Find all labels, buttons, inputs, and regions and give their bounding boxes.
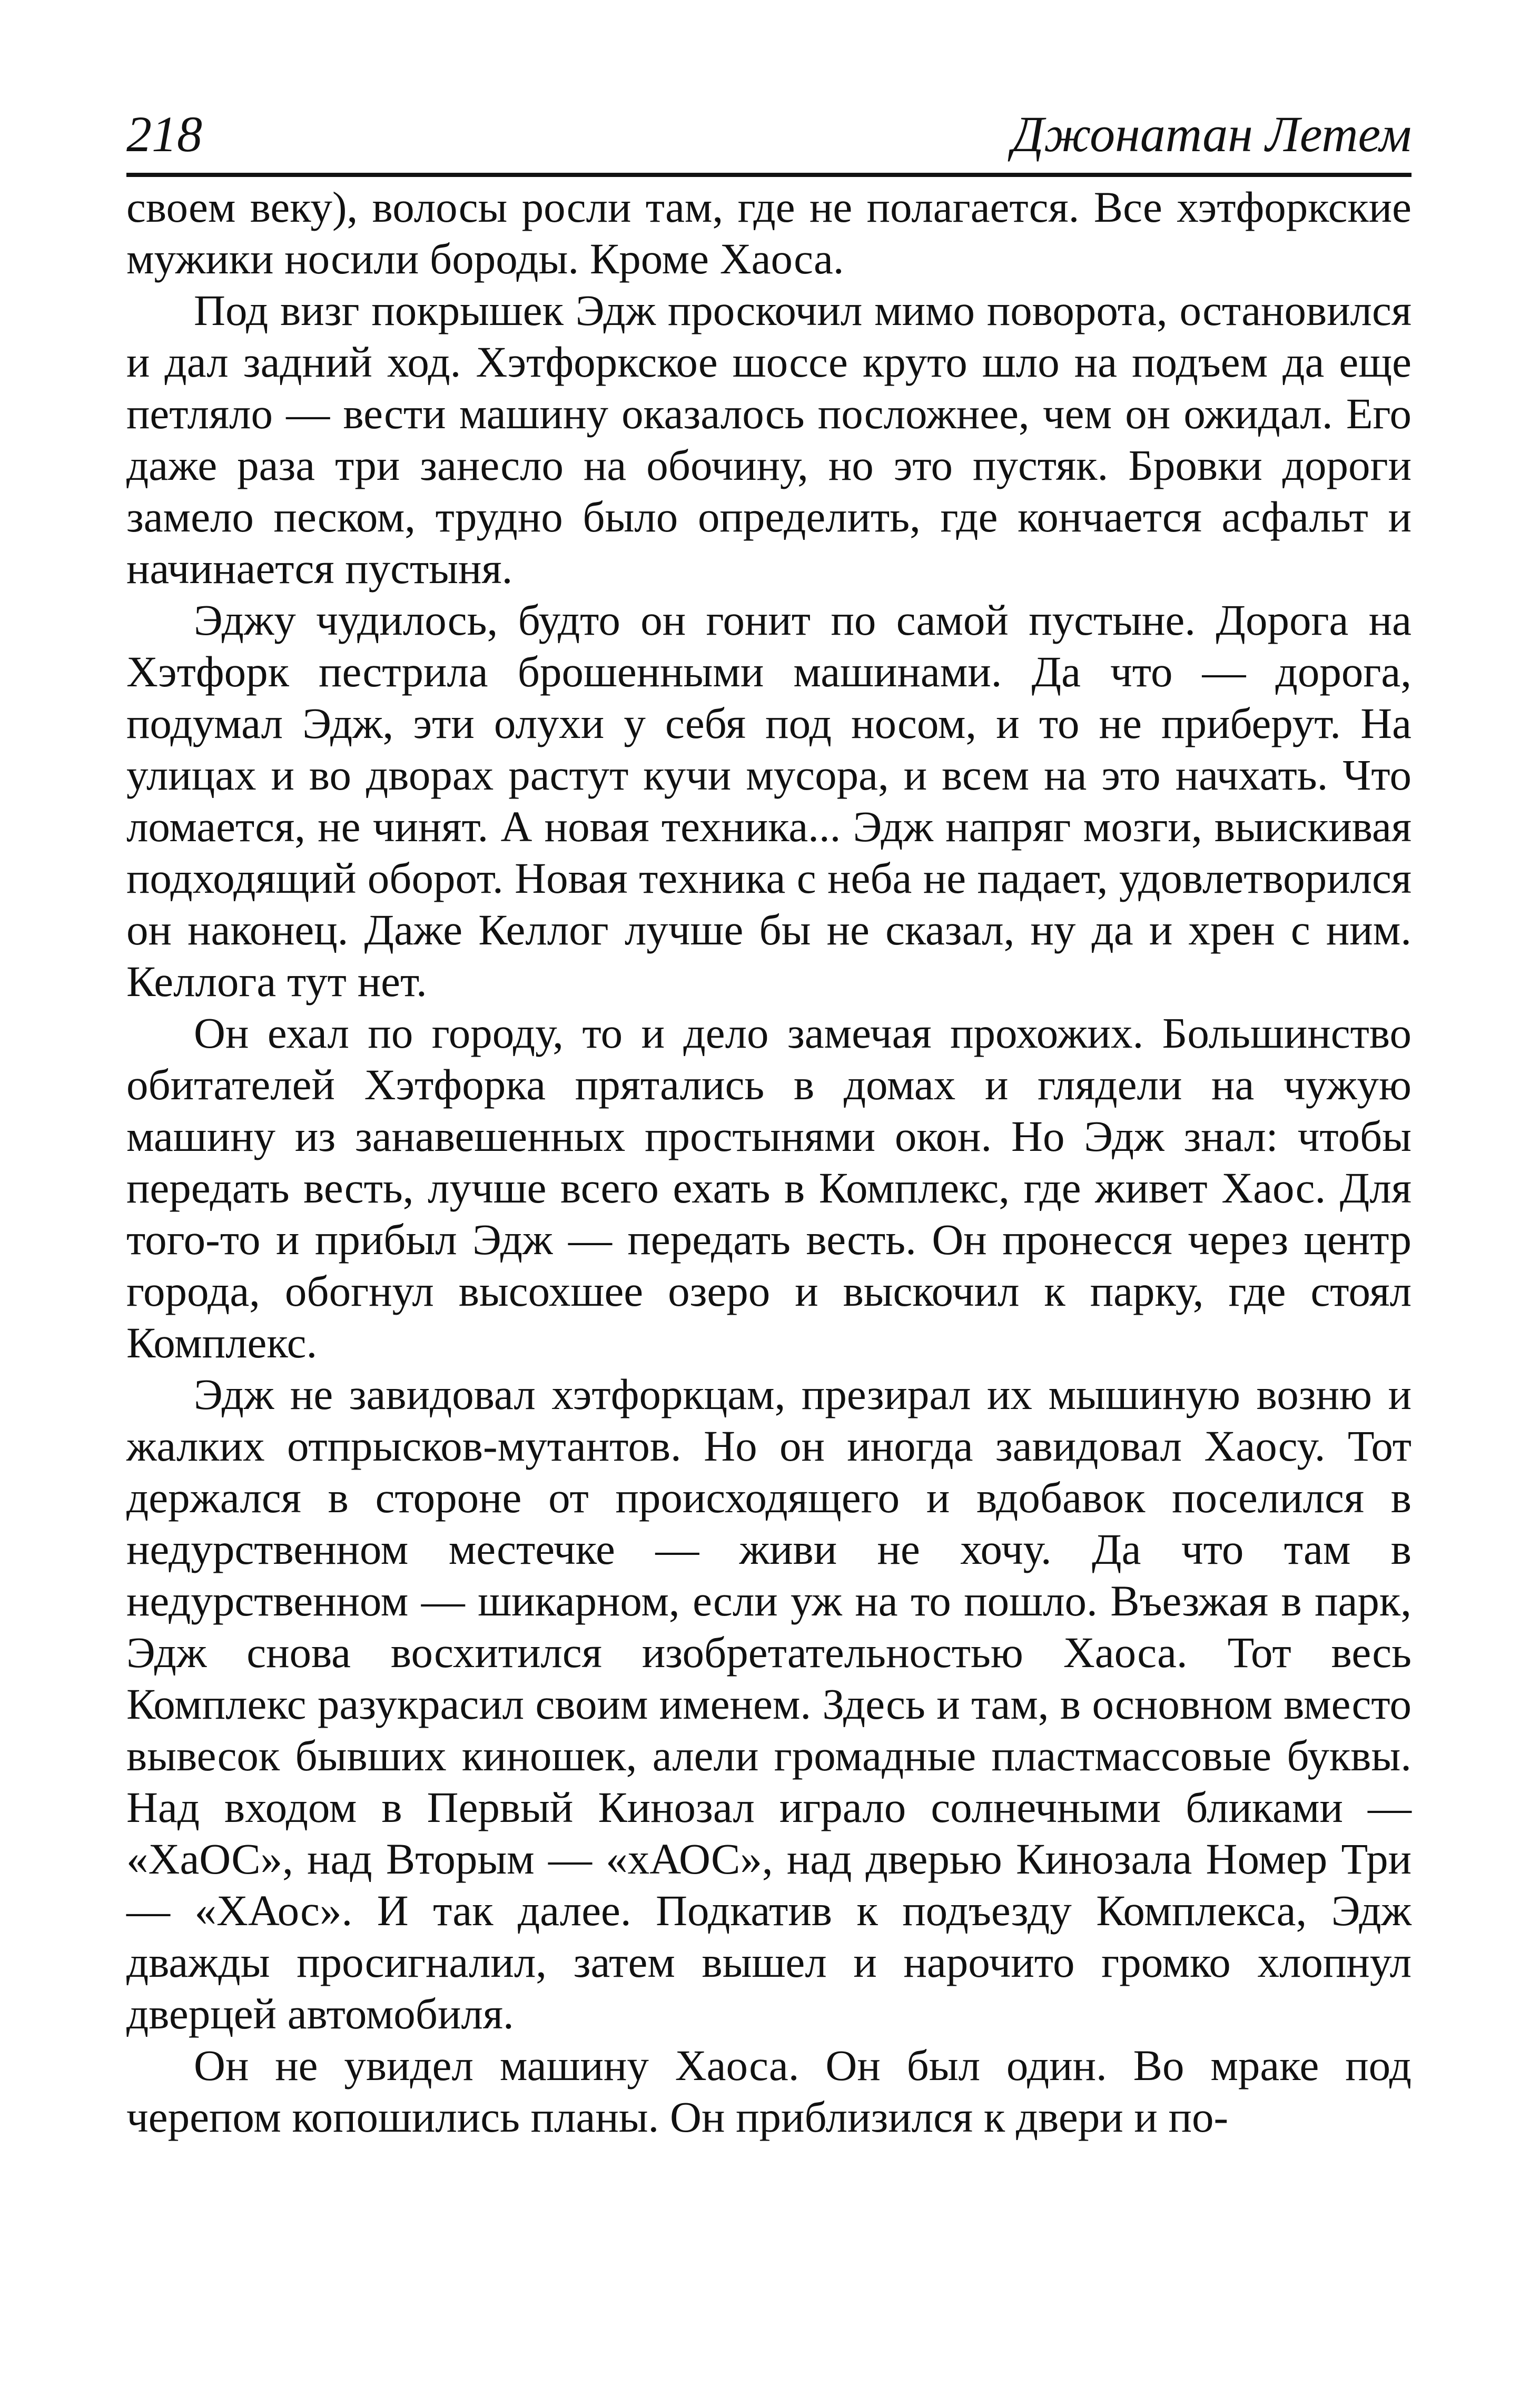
header-rule bbox=[126, 173, 1411, 177]
body-text bbox=[126, 181, 1411, 2143]
running-title: Джонатан Летем bbox=[1012, 106, 1411, 162]
page-number: 218 bbox=[126, 106, 202, 162]
running-header bbox=[126, 95, 1411, 174]
paragraph-2: Под визг покрышек Эдж проскочил мимо поворота, остановился и дал задний ход. Хэтфоркское шоссе круто шло на подъем да еще петляло — вести машину оказалось посложнее, чем он ожидал. Его даже раза три занесло на обочину, но это пустяк. Бровки дороги замело песком, трудно было определить, где кончается асфальт и начинается пустыня. bbox=[126, 286, 1411, 593]
book-page bbox=[126, 95, 1411, 2143]
paragraph-5: Эдж не завидовал хэтфоркцам, презирал их мышиную возню и жалких отпрысков-мутантов. Но он иногда завидовал Хаосу. Тот держался в стороне от происходящего и вдобавок поселился в недурственном местечке — живи не хочу. Да что там в недурственном — шикарном, если уж на то пошло. Въезжая в парк, Эдж снова восхитился изобретательностью Хаоса. Тот весь Комплекс разукрасил своим именем. Здесь и там, в основном вместо вывесок бывших киношек, алели громадные пластмассовые буквы. Над входом в Первый Кинозал играло солнечными бликами — «ХаОС», над Вторым — «хАОС», над дверью Кинозала Номер Три — «ХАос». И так далее. Подкатив к подъезду Комплекса, Эдж дважды просигналил, затем вышел и нарочито громко хлопнул дверцей автомобиля. bbox=[126, 1370, 1411, 2038]
paragraph-6: Он не увидел машину Хаоса. Он был один. Во мраке под черепом копошились планы. Он приблизился к двери и по- bbox=[126, 2041, 1411, 2141]
paragraph-3: Эджу чудилось, будто он гонит по самой пустыне. Дорога на Хэтфорк пестрила брошенными машинами. Да что — дорога, подумал Эдж, эти олухи у себя под носом, и то не приберут. На улицах и во дворах растут кучи мусора, и всем на это начхать. Что ломается, не чинят. А новая техника... Эдж напряг мозги, выискивая подходящий оборот. Новая техника с неба не падает, удовлетворился он наконец. Даже Келлог лучше бы не сказал, ну да и хрен с ним. Келлога тут нет. bbox=[126, 596, 1411, 1006]
paragraph-4: Он ехал по городу, то и дело замечая прохожих. Большинство обитателей Хэтфорка прятались в домах и глядели на чужую машину из занавешенных простынями окон. Но Эдж знал: чтобы передать весть, лучше всего ехать в Комплекс, где живет Хаос. Для того-то и прибыл Эдж — передать весть. Он пронесся через центр города, обогнул высохшее озеро и выскочил к парку, где стоял Комплекс. bbox=[126, 1009, 1411, 1367]
paragraph-1: своем веку), волосы росли там, где не полагается. Все хэтфоркские мужики носили бороды. Кроме Хаоса. bbox=[126, 183, 1411, 283]
